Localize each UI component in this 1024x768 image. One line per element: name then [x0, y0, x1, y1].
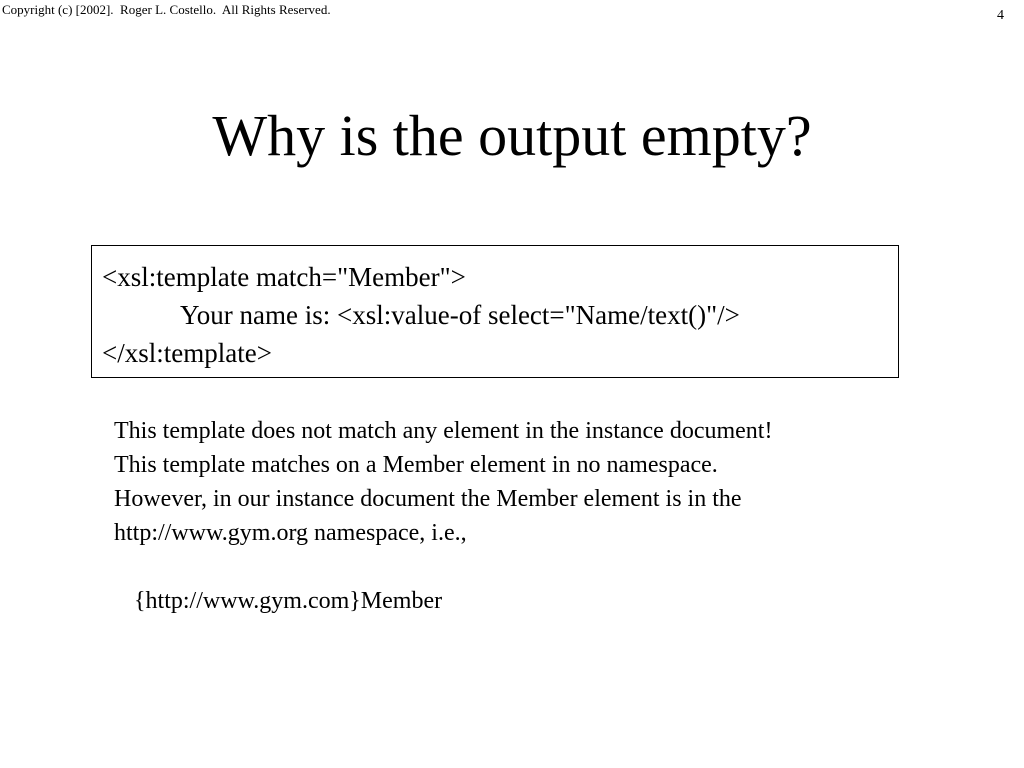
explanation-line: However, in our instance document the Member element is in the — [114, 486, 742, 512]
code-line-template-open: <xsl:template match="Member"> — [102, 262, 466, 292]
explanation-text — [114, 414, 974, 550]
code-line-value-of: Your name is: <xsl:value-of select="Name/text()"/> — [180, 300, 740, 330]
code-line-template-close: </xsl:template> — [102, 338, 272, 368]
qualified-element-name: {http://www.gym.com}Member — [134, 588, 443, 614]
copyright-notice: Copyright (c) [2002]. Roger L. Costello. All Rights Reserved. — [2, 2, 331, 17]
explanation-line: This template matches on a Member element in no namespace. — [114, 452, 718, 478]
explanation-line: http://www.gym.org namespace, i.e., — [114, 520, 467, 546]
slide-title: Why is the output empty? — [212, 103, 812, 168]
explanation-line: This template does not match any element in the instance document! — [114, 418, 773, 444]
page-number: 4 — [997, 8, 1004, 23]
code-box — [91, 245, 899, 378]
